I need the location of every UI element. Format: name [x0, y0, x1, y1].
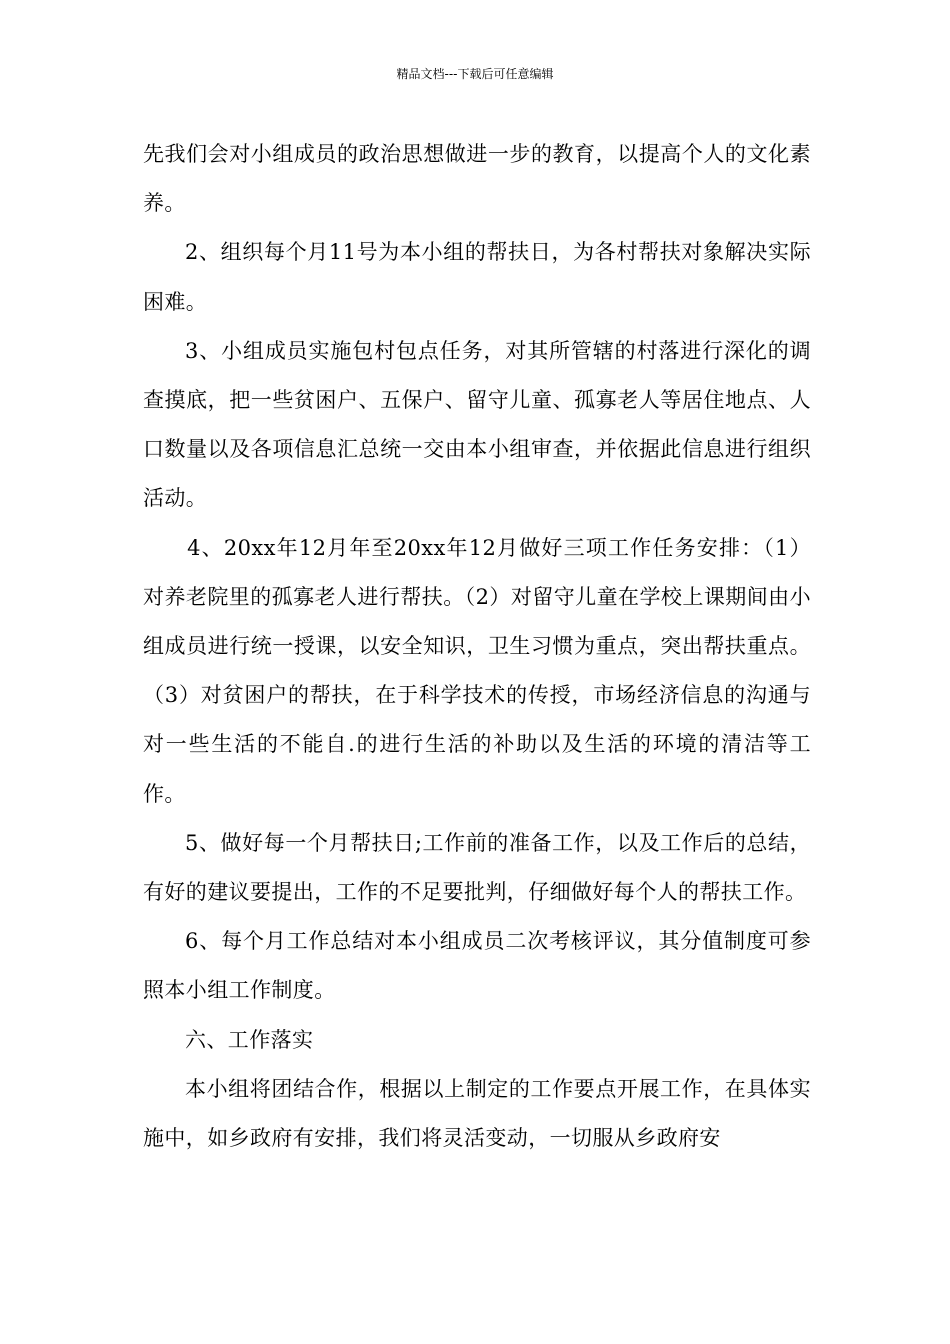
paragraph-continuation: 先我们会对小组成员的政治思想做进一步的教育，以提高个人的文化素养。 — [143, 142, 811, 216]
paragraph-item-2: 2、组织每个月11号为本小组的帮扶日，为各村帮扶对象解决实际困难。 — [143, 240, 811, 314]
paragraph-implementation: 本小组将团结合作，根据以上制定的工作要点开展工作，在具体实施中，如乡政府有安排，我们将灵活变动，一切服从乡政府安 — [143, 1076, 811, 1151]
paragraph-item-6: 6、每个月工作总结对本小组成员二次考核评议，其分值制度可参照本小组工作制度。 — [143, 929, 811, 1003]
paragraph-item-5: 5、做好每一个月帮扶日;工作前的准备工作，以及工作后的总结，有好的建议要提出，工作的不足要批判，仔细做好每个人的帮扶工作。 — [143, 830, 811, 905]
paragraph-item-3: 3、小组成员实施包村包点任务，对其所管辖的村落进行深化的调查摸底，把一些贫困户、五保户、留守儿童、孤寡老人等居住地点、人口数量以及各项信息汇总统一交由本小组审查，并依据此信息进行组织活动。 — [143, 338, 811, 511]
document-body — [143, 130, 811, 1163]
paragraph-item-4: 4、20xx年12月年至20xx年12月做好三项工作任务安排：（1）对养老院里的孤寡老人进行帮扶。（2）对留守儿童在学校上课期间由小组成员进行统一授课，以安全知识，卫生习惯为重点，突出帮扶重点。（3）对贫困户的帮扶，在于科学技术的传授，市场经济信息的沟通与对一些生活的不能自.的进行生活的补助以及生活的环境的清洁等工作。 — [143, 535, 811, 806]
section-heading-work-implementation: 六、工作落实 — [185, 1027, 314, 1052]
page-header: 精品文档---下载后可任意编辑 — [396, 67, 554, 81]
